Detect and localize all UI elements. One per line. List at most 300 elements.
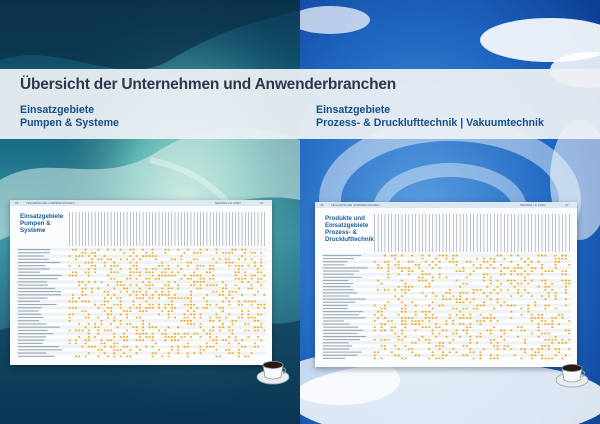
table-cell-marker bbox=[565, 330, 567, 332]
table-cell-marker bbox=[216, 336, 218, 338]
table-cell-marker bbox=[421, 311, 423, 313]
table-cell-marker bbox=[187, 320, 189, 322]
table-cell-marker bbox=[94, 326, 96, 328]
table-cell-marker bbox=[200, 275, 202, 277]
table-cell-marker bbox=[152, 268, 154, 270]
table-cell-marker bbox=[193, 275, 195, 277]
table-cell-marker bbox=[187, 333, 189, 335]
table-cell-marker bbox=[155, 352, 157, 354]
table-cell-marker bbox=[139, 333, 141, 335]
table-cell-marker bbox=[483, 317, 485, 319]
table-cell-marker bbox=[480, 355, 482, 357]
table-cell-marker bbox=[251, 278, 253, 280]
table-cell-marker bbox=[117, 326, 119, 328]
table-cell-marker bbox=[524, 342, 526, 344]
table-cell-marker bbox=[244, 323, 246, 325]
table-cell-marker bbox=[161, 356, 163, 358]
table-row-label bbox=[18, 314, 41, 315]
table-cell-marker bbox=[113, 249, 115, 251]
table-cell-marker bbox=[174, 259, 176, 261]
table-cell-marker bbox=[212, 326, 214, 328]
table-cell-marker bbox=[548, 295, 550, 297]
table-cell-marker bbox=[235, 271, 237, 273]
table-cell-marker bbox=[69, 301, 71, 303]
table-cell-marker bbox=[257, 278, 259, 280]
table-row-label bbox=[323, 345, 352, 346]
table-cell-marker bbox=[381, 308, 383, 310]
table-cell-marker bbox=[184, 333, 186, 335]
table-cell-marker bbox=[541, 333, 543, 335]
table-cell-marker bbox=[551, 270, 553, 272]
table-cell-marker bbox=[404, 320, 406, 322]
table-cell-marker bbox=[466, 277, 468, 279]
table-cell-marker bbox=[486, 330, 488, 332]
table-cell-marker bbox=[110, 259, 112, 261]
table-cell-marker bbox=[538, 314, 540, 316]
table-cell-marker bbox=[228, 330, 230, 332]
table-cell-marker bbox=[374, 330, 376, 332]
table-cell-marker bbox=[257, 281, 259, 283]
table-cell-marker bbox=[541, 345, 543, 347]
table-cell-marker bbox=[510, 270, 512, 272]
table-cell-marker bbox=[394, 326, 396, 328]
table-cell-marker bbox=[445, 323, 447, 325]
table-cell-marker bbox=[439, 345, 441, 347]
table-cell-marker bbox=[377, 351, 379, 353]
table-cell-marker bbox=[75, 307, 77, 309]
table-cell-marker bbox=[152, 346, 154, 348]
table-cell-marker bbox=[241, 265, 243, 267]
table-cell-marker bbox=[145, 336, 147, 338]
table-cell-marker bbox=[177, 333, 179, 335]
table-cell-marker bbox=[139, 304, 141, 306]
table-cell-marker bbox=[187, 352, 189, 354]
table-cell-marker bbox=[387, 264, 389, 266]
table-cell-marker bbox=[260, 284, 262, 286]
table-cell-marker bbox=[497, 345, 499, 347]
table-cell-marker bbox=[524, 277, 526, 279]
table-cell-marker bbox=[260, 278, 262, 280]
table-cell-marker bbox=[126, 317, 128, 319]
table-cell-marker bbox=[517, 267, 519, 269]
table-cell-marker bbox=[421, 273, 423, 275]
table-cell-marker bbox=[123, 339, 125, 341]
table-cell-marker bbox=[190, 275, 192, 277]
table-cell-marker bbox=[418, 339, 420, 341]
table-cell-marker bbox=[432, 333, 434, 335]
table-cell-marker bbox=[152, 284, 154, 286]
table-cell-marker bbox=[200, 265, 202, 267]
table-cell-marker bbox=[503, 333, 505, 335]
table-cell-marker bbox=[561, 314, 563, 316]
table-cell-marker bbox=[171, 275, 173, 277]
table-cell-marker bbox=[263, 307, 265, 309]
table-cell-marker bbox=[520, 283, 522, 285]
table-cell-marker bbox=[200, 349, 202, 351]
table-cell-marker bbox=[244, 275, 246, 277]
table-cell-marker bbox=[232, 330, 234, 332]
table-cell-marker bbox=[123, 346, 125, 348]
table-cell-marker bbox=[113, 265, 115, 267]
table-cell-marker bbox=[452, 348, 454, 350]
table-cell-marker bbox=[469, 326, 471, 328]
table-cell-marker bbox=[445, 292, 447, 294]
table-cell-marker bbox=[158, 294, 160, 296]
table-cell-marker bbox=[152, 326, 154, 328]
table-cell-marker bbox=[531, 320, 533, 322]
table-cell-marker bbox=[418, 320, 420, 322]
table-cell-marker bbox=[152, 271, 154, 273]
table-cell-marker bbox=[555, 308, 557, 310]
table-cell-marker bbox=[129, 275, 131, 277]
table-cell-marker bbox=[432, 355, 434, 357]
table-cell-marker bbox=[88, 339, 90, 341]
table-cell-marker bbox=[117, 281, 119, 283]
table-row-label bbox=[18, 317, 44, 318]
table-cell-marker bbox=[209, 333, 211, 335]
right-brochure-header-left: TECHNISCHE ANWENDUNGEN bbox=[331, 203, 380, 207]
table-cell-marker bbox=[168, 281, 170, 283]
table-cell-marker bbox=[219, 330, 221, 332]
table-cell-marker bbox=[168, 304, 170, 306]
table-cell-marker bbox=[161, 291, 163, 293]
table-cell-marker bbox=[232, 323, 234, 325]
table-row-label bbox=[323, 277, 362, 278]
table-cell-marker bbox=[486, 267, 488, 269]
table-cell-marker bbox=[483, 305, 485, 307]
table-cell-marker bbox=[117, 265, 119, 267]
table-row-label bbox=[323, 255, 361, 256]
table-cell-marker bbox=[541, 264, 543, 266]
table-cell-marker bbox=[263, 304, 265, 306]
table-cell-marker bbox=[117, 304, 119, 306]
table-cell-marker bbox=[216, 317, 218, 319]
table-cell-marker bbox=[171, 307, 173, 309]
table-cell-marker bbox=[203, 297, 205, 299]
table-cell-marker bbox=[104, 262, 106, 264]
table-cell-marker bbox=[398, 264, 400, 266]
table-cell-marker bbox=[110, 323, 112, 325]
table-cell-marker bbox=[168, 317, 170, 319]
table-cell-marker bbox=[161, 271, 163, 273]
table-cell-marker bbox=[117, 284, 119, 286]
table-cell-marker bbox=[81, 288, 83, 290]
table-cell-marker bbox=[439, 273, 441, 275]
table-cell-marker bbox=[415, 342, 417, 344]
table-cell-marker bbox=[241, 304, 243, 306]
table-row-label bbox=[323, 274, 354, 275]
table-row-label bbox=[18, 278, 58, 279]
table-cell-marker bbox=[247, 281, 249, 283]
table-cell-marker bbox=[113, 278, 115, 280]
table-cell-marker bbox=[377, 311, 379, 313]
table-cell-marker bbox=[107, 275, 109, 277]
table-cell-marker bbox=[196, 307, 198, 309]
table-cell-marker bbox=[480, 336, 482, 338]
table-cell-marker bbox=[184, 320, 186, 322]
table-cell-marker bbox=[120, 297, 122, 299]
table-row-label bbox=[18, 255, 44, 256]
table-cell-marker bbox=[493, 308, 495, 310]
table-cell-marker bbox=[425, 314, 427, 316]
table-cell-marker bbox=[85, 271, 87, 273]
table-cell-marker bbox=[449, 289, 451, 291]
table-cell-marker bbox=[104, 352, 106, 354]
table-cell-marker bbox=[551, 320, 553, 322]
table-cell-marker bbox=[541, 320, 543, 322]
table-cell-marker bbox=[187, 304, 189, 306]
table-cell-marker bbox=[225, 297, 227, 299]
table-cell-marker bbox=[244, 330, 246, 332]
table-cell-marker bbox=[184, 314, 186, 316]
table-cell-marker bbox=[94, 265, 96, 267]
table-cell-marker bbox=[107, 317, 109, 319]
table-cell-marker bbox=[164, 330, 166, 332]
table-cell-marker bbox=[155, 278, 157, 280]
table-cell-marker bbox=[75, 255, 77, 257]
table-cell-marker bbox=[534, 317, 536, 319]
left-heading-line1: Einsatzgebiete bbox=[20, 213, 64, 220]
table-cell-marker bbox=[238, 352, 240, 354]
table-cell-marker bbox=[88, 268, 90, 270]
table-row-label bbox=[323, 342, 349, 343]
table-cell-marker bbox=[435, 264, 437, 266]
table-cell-marker bbox=[123, 352, 125, 354]
table-cell-marker bbox=[466, 261, 468, 263]
table-cell-marker bbox=[541, 355, 543, 357]
table-cell-marker bbox=[565, 342, 567, 344]
table-cell-marker bbox=[244, 278, 246, 280]
table-cell-marker bbox=[401, 308, 403, 310]
table-cell-marker bbox=[101, 320, 103, 322]
table-cell-marker bbox=[142, 310, 144, 312]
table-cell-marker bbox=[139, 336, 141, 338]
table-cell-marker bbox=[69, 314, 71, 316]
table-cell-marker bbox=[462, 314, 464, 316]
table-cell-marker bbox=[203, 330, 205, 332]
table-cell-marker bbox=[225, 252, 227, 254]
table-cell-marker bbox=[69, 255, 71, 257]
table-cell-marker bbox=[78, 284, 80, 286]
table-cell-marker bbox=[520, 308, 522, 310]
table-cell-marker bbox=[480, 358, 482, 360]
table-cell-marker bbox=[88, 314, 90, 316]
table-cell-marker bbox=[193, 271, 195, 273]
table-cell-marker bbox=[235, 284, 237, 286]
table-cell-marker bbox=[510, 280, 512, 282]
table-cell-marker bbox=[155, 255, 157, 257]
table-cell-marker bbox=[401, 302, 403, 304]
table-cell-marker bbox=[247, 317, 249, 319]
table-row bbox=[321, 260, 571, 263]
table-cell-marker bbox=[168, 268, 170, 270]
table-row-label bbox=[18, 330, 47, 331]
table-cell-marker bbox=[97, 333, 99, 335]
table-cell-marker bbox=[381, 267, 383, 269]
table-cell-marker bbox=[180, 320, 182, 322]
table-cell-marker bbox=[75, 249, 77, 251]
table-cell-marker bbox=[177, 284, 179, 286]
table-cell-marker bbox=[91, 262, 93, 264]
table-cell-marker bbox=[384, 330, 386, 332]
table-cell-marker bbox=[85, 262, 87, 264]
table-cell-marker bbox=[177, 326, 179, 328]
table-cell-marker bbox=[476, 320, 478, 322]
table-cell-marker bbox=[193, 314, 195, 316]
table-cell-marker bbox=[541, 295, 543, 297]
table-cell-marker bbox=[384, 348, 386, 350]
table-cell-marker bbox=[206, 284, 208, 286]
table-cell-marker bbox=[469, 339, 471, 341]
table-cell-marker bbox=[439, 342, 441, 344]
table-cell-marker bbox=[222, 294, 224, 296]
table-cell-marker bbox=[469, 314, 471, 316]
table-cell-marker bbox=[555, 264, 557, 266]
table-cell-marker bbox=[200, 281, 202, 283]
table-cell-marker bbox=[107, 301, 109, 303]
table-cell-marker bbox=[401, 323, 403, 325]
table-cell-marker bbox=[561, 317, 563, 319]
table-cell-marker bbox=[425, 261, 427, 263]
table-cell-marker bbox=[158, 278, 160, 280]
table-cell-marker bbox=[113, 336, 115, 338]
table-cell-marker bbox=[415, 323, 417, 325]
table-cell-marker bbox=[538, 323, 540, 325]
table-cell-marker bbox=[459, 311, 461, 313]
table-cell-marker bbox=[222, 252, 224, 254]
table-cell-marker bbox=[381, 345, 383, 347]
table-cell-marker bbox=[75, 275, 77, 277]
table-cell-marker bbox=[187, 278, 189, 280]
table-cell-marker bbox=[432, 302, 434, 304]
table-cell-marker bbox=[244, 356, 246, 358]
table-row-label bbox=[18, 320, 39, 321]
table-cell-marker bbox=[568, 333, 570, 335]
table-row bbox=[321, 341, 571, 344]
table-row-label bbox=[18, 356, 55, 357]
table-cell-marker bbox=[381, 311, 383, 313]
table-cell-marker bbox=[164, 304, 166, 306]
table-cell-marker bbox=[486, 295, 488, 297]
table-cell-marker bbox=[142, 330, 144, 332]
table-cell-marker bbox=[209, 284, 211, 286]
table-cell-marker bbox=[442, 342, 444, 344]
table-cell-marker bbox=[551, 323, 553, 325]
table-cell-marker bbox=[164, 252, 166, 254]
table-cell-marker bbox=[212, 339, 214, 341]
table-cell-marker bbox=[187, 297, 189, 299]
table-cell-marker bbox=[129, 278, 131, 280]
table-cell-marker bbox=[136, 294, 138, 296]
table-cell-marker bbox=[200, 346, 202, 348]
table-cell-marker bbox=[177, 265, 179, 267]
table-cell-marker bbox=[241, 346, 243, 348]
table-cell-marker bbox=[411, 320, 413, 322]
table-cell-marker bbox=[139, 288, 141, 290]
table-cell-marker bbox=[91, 346, 93, 348]
table-row-label bbox=[18, 265, 46, 266]
table-cell-marker bbox=[466, 298, 468, 300]
table-cell-marker bbox=[123, 284, 125, 286]
table-row bbox=[321, 344, 571, 347]
table-cell-marker bbox=[384, 308, 386, 310]
table-cell-marker bbox=[568, 330, 570, 332]
table-row bbox=[321, 304, 571, 307]
table-cell-marker bbox=[428, 358, 430, 360]
table-cell-marker bbox=[490, 298, 492, 300]
table-row-label bbox=[18, 349, 62, 350]
table-cell-marker bbox=[384, 317, 386, 319]
table-cell-marker bbox=[97, 288, 99, 290]
table-cell-marker bbox=[548, 305, 550, 307]
table-cell-marker bbox=[145, 291, 147, 293]
table-cell-marker bbox=[257, 307, 259, 309]
table-cell-marker bbox=[555, 255, 557, 257]
table-cell-marker bbox=[415, 330, 417, 332]
table-cell-marker bbox=[466, 317, 468, 319]
table-cell-marker bbox=[184, 346, 186, 348]
table-cell-marker bbox=[428, 305, 430, 307]
table-cell-marker bbox=[490, 333, 492, 335]
table-cell-marker bbox=[254, 326, 256, 328]
table-cell-marker bbox=[193, 317, 195, 319]
table-cell-marker bbox=[497, 302, 499, 304]
table-cell-marker bbox=[404, 336, 406, 338]
table-cell-marker bbox=[81, 281, 83, 283]
table-cell-marker bbox=[117, 343, 119, 345]
table-cell-marker bbox=[174, 333, 176, 335]
table-cell-marker bbox=[241, 281, 243, 283]
table-cell-marker bbox=[142, 326, 144, 328]
table-cell-marker bbox=[142, 339, 144, 341]
table-cell-marker bbox=[469, 351, 471, 353]
table-row bbox=[321, 288, 571, 291]
table-cell-marker bbox=[200, 314, 202, 316]
table-cell-marker bbox=[500, 336, 502, 338]
table-cell-marker bbox=[94, 255, 96, 257]
table-cell-marker bbox=[480, 267, 482, 269]
table-cell-marker bbox=[493, 267, 495, 269]
table-cell-marker bbox=[401, 339, 403, 341]
table-row-label bbox=[18, 346, 59, 347]
table-row-label bbox=[18, 343, 43, 344]
table-row bbox=[321, 357, 571, 360]
table-cell-marker bbox=[104, 265, 106, 267]
table-cell-marker bbox=[81, 310, 83, 312]
table-cell-marker bbox=[384, 289, 386, 291]
table-cell-marker bbox=[251, 317, 253, 319]
table-cell-marker bbox=[72, 301, 74, 303]
table-cell-marker bbox=[493, 317, 495, 319]
table-cell-marker bbox=[394, 255, 396, 257]
table-cell-marker bbox=[435, 317, 437, 319]
table-cell-marker bbox=[439, 348, 441, 350]
table-cell-marker bbox=[126, 356, 128, 358]
table-cell-marker bbox=[541, 267, 543, 269]
table-cell-marker bbox=[548, 339, 550, 341]
table-cell-marker bbox=[527, 273, 529, 275]
table-cell-marker bbox=[260, 271, 262, 273]
table-cell-marker bbox=[88, 336, 90, 338]
table-cell-marker bbox=[85, 252, 87, 254]
table-cell-marker bbox=[212, 284, 214, 286]
table-cell-marker bbox=[555, 267, 557, 269]
table-cell-marker bbox=[520, 348, 522, 350]
table-cell-marker bbox=[126, 278, 128, 280]
table-cell-marker bbox=[565, 289, 567, 291]
table-cell-marker bbox=[164, 307, 166, 309]
table-row bbox=[16, 306, 266, 309]
